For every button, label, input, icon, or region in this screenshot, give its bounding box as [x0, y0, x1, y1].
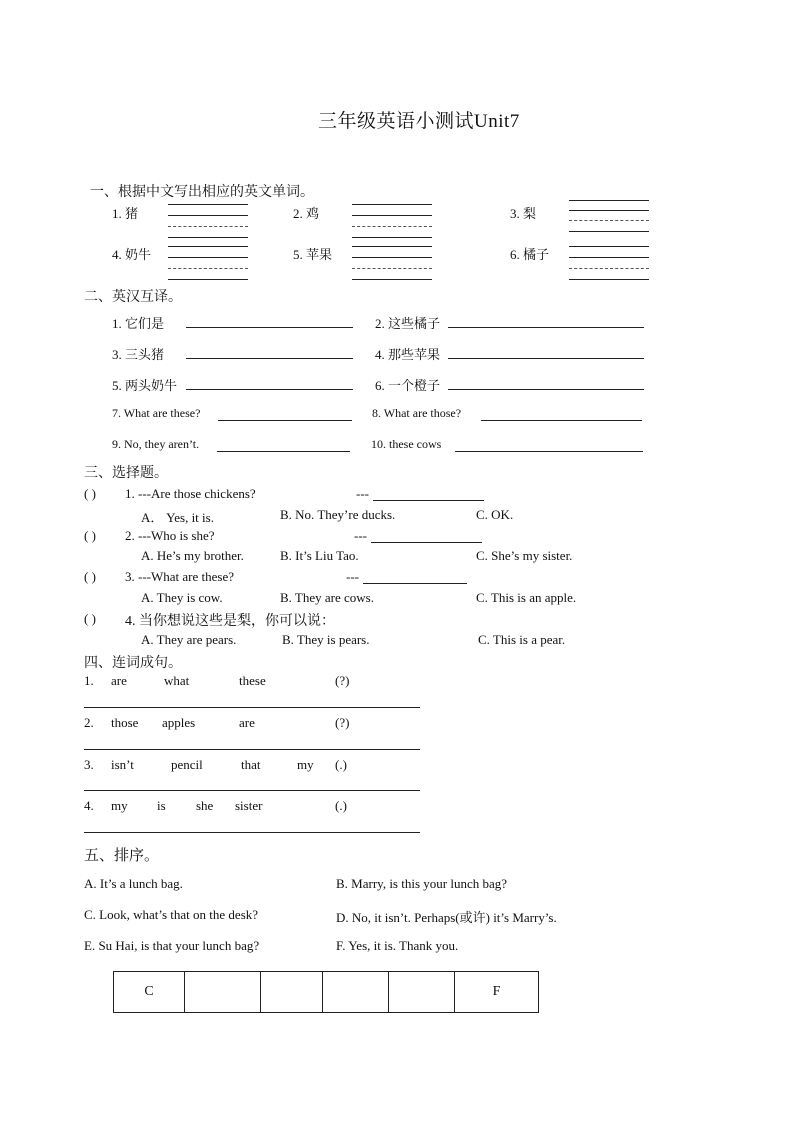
s3-q4-option-b: B. They is pears.	[282, 632, 370, 647]
s2-item-5: 5. 两头奶牛	[112, 378, 178, 393]
section-1-heading: 一、根据中文写出相应的英文单词。	[90, 185, 314, 200]
s4-row-2-word: are	[239, 715, 255, 730]
s4-answer-line-3[interactable]	[84, 790, 420, 791]
s2-answer-line-5[interactable]	[186, 389, 353, 390]
s4-row-3-word: that	[241, 757, 261, 772]
s1-item-5: 5. 苹果	[293, 247, 333, 262]
section-2-heading: 二、英汉互译。	[84, 290, 182, 305]
order-cell-5[interactable]	[389, 972, 455, 1013]
s3-answer-line-1[interactable]	[373, 500, 484, 501]
s2-item-4: 4. 那些苹果	[375, 347, 441, 362]
s3-dash-3: ---	[346, 569, 359, 584]
s1-item-6: 6. 橘子	[510, 247, 550, 262]
s3-q1-option-c: C. OK.	[476, 507, 514, 522]
s3-q2-option-c: C. She’s my sister.	[476, 548, 573, 563]
s3-q2-option-b: B. It’s Liu Tao.	[280, 548, 359, 563]
order-answer-table	[113, 971, 539, 1013]
s3-dash-2: ---	[354, 528, 367, 543]
s5-option-e: E. Su Hai, is that your lunch bag?	[84, 938, 260, 953]
s4-row-1-word: these	[239, 673, 266, 688]
s5-option-a: A. It’s a lunch bag.	[84, 876, 183, 891]
s4-row-4-word: sister	[235, 798, 263, 813]
s4-answer-line-1[interactable]	[84, 707, 420, 708]
s1-item-4: 4. 奶牛	[112, 247, 152, 262]
s4-row-1-punct: (?)	[335, 673, 350, 688]
s3-q1-option-a: A． Yes, it is.	[141, 510, 214, 525]
s3-q3-option-a: A. They is cow.	[141, 590, 223, 605]
section-4-heading: 四、连词成句。	[84, 656, 182, 671]
s4-row-4-punct: (.)	[335, 798, 347, 813]
s5-option-c: C. Look, what’s that on the desk?	[84, 907, 259, 922]
s3-dash-1: ---	[356, 486, 369, 501]
order-cell-2[interactable]	[185, 972, 261, 1013]
s1-item-2: 2. 鸡	[293, 206, 320, 221]
s2-answer-line-7[interactable]	[218, 420, 352, 421]
s4-row-2-punct: (?)	[335, 715, 350, 730]
s3-q3-option-c: C. This is an apple.	[476, 590, 577, 605]
s4-answer-line-2[interactable]	[84, 749, 420, 750]
s3-q4-option-c: C. This is a pear.	[478, 632, 566, 647]
s2-answer-line-8[interactable]	[481, 420, 642, 421]
s2-answer-line-2[interactable]	[448, 327, 644, 328]
s1-item-1: 1. 猪	[112, 206, 139, 221]
s4-row-1-word: are	[111, 673, 127, 688]
s2-answer-line-3[interactable]	[186, 358, 353, 359]
s3-q3-option-b: B. They are cows.	[280, 590, 374, 605]
page-title: 三年级英语小测试Unit7	[318, 111, 520, 132]
s2-item-6: 6. 一个橙子	[375, 378, 441, 393]
s2-item-7: 7. What are these?	[112, 406, 201, 420]
s4-row-1-num: 1.	[84, 673, 94, 688]
s2-item-2: 2. 这些橘子	[375, 316, 441, 331]
s4-row-4-word: she	[196, 798, 214, 813]
section-5-heading: 五、排序。	[84, 848, 160, 864]
s4-row-4-num: 4.	[84, 798, 94, 813]
s4-row-2-word: those	[111, 715, 139, 730]
s2-item-1: 1. 它们是	[112, 316, 165, 331]
answer-paren-4[interactable]: ( )	[84, 611, 96, 626]
s3-q2-option-a: A. He’s my brother.	[141, 548, 244, 563]
s5-option-b: B. Marry, is this your lunch bag?	[336, 876, 508, 891]
s3-answer-line-2[interactable]	[371, 542, 482, 543]
order-cell-6[interactable]: F	[455, 972, 539, 1013]
s4-row-3-word: my	[297, 757, 314, 772]
s2-answer-line-9[interactable]	[217, 451, 350, 452]
s5-option-d: D. No, it isn’t. Perhaps(或许) it’s Marry’s.	[336, 910, 557, 925]
order-cell-3[interactable]	[261, 972, 323, 1013]
s4-row-3-num: 3.	[84, 757, 94, 772]
s2-item-3: 3. 三头猪	[112, 347, 165, 362]
s4-row-3-word: pencil	[171, 757, 203, 772]
s5-option-f: F. Yes, it is. Thank you.	[336, 938, 459, 953]
s1-item-3: 3. 梨	[510, 206, 537, 221]
s3-question-3: 3. ---What are these?	[125, 569, 234, 584]
section-3-heading: 三、选择题。	[84, 466, 168, 481]
s2-item-8: 8. What are those?	[372, 406, 462, 420]
s4-row-4-word: my	[111, 798, 128, 813]
s3-q1-option-b: B. No. They’re ducks.	[280, 507, 396, 522]
answer-paren-2[interactable]: ( )	[84, 528, 96, 543]
s3-question-2: 2. ---Who is she?	[125, 528, 215, 543]
s2-item-10: 10. these cows	[371, 437, 442, 451]
s4-row-2-word: apples	[162, 715, 196, 730]
s2-item-9: 9. No, they aren’t.	[112, 437, 200, 451]
s2-answer-line-10[interactable]	[455, 451, 643, 452]
s4-row-1-word: what	[164, 673, 190, 688]
s3-question-4: 4. 当你想说这些是梨，你可以说：	[125, 614, 335, 629]
s4-row-4-word: is	[157, 798, 166, 813]
answer-paren-3[interactable]: ( )	[84, 569, 96, 584]
s2-answer-line-1[interactable]	[186, 327, 353, 328]
s4-row-2-num: 2.	[84, 715, 94, 730]
answer-paren-1[interactable]: ( )	[84, 486, 96, 501]
s3-q4-option-a: A. They are pears.	[141, 632, 237, 647]
order-cell-1[interactable]: C	[114, 972, 185, 1013]
s4-answer-line-4[interactable]	[84, 832, 420, 833]
s3-question-1: 1. ---Are those chickens?	[125, 486, 256, 501]
s4-row-3-word: isn’t	[111, 757, 134, 772]
s2-answer-line-6[interactable]	[448, 389, 644, 390]
order-cell-4[interactable]	[323, 972, 389, 1013]
s2-answer-line-4[interactable]	[448, 358, 644, 359]
s3-answer-line-3[interactable]	[363, 583, 467, 584]
s4-row-3-punct: (.)	[335, 757, 347, 772]
